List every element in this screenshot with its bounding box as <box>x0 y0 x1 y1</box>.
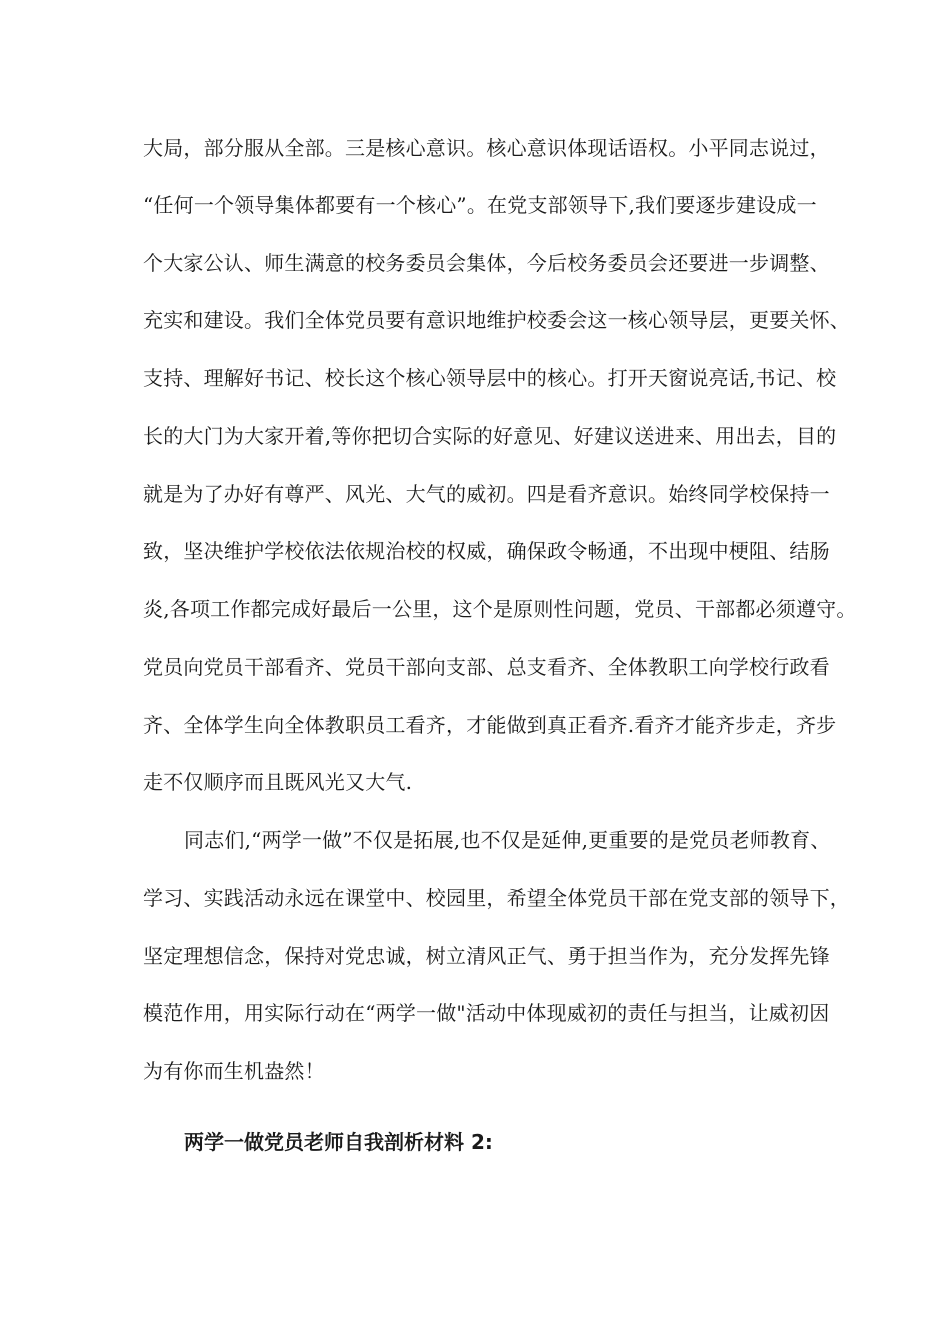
body-text-line: “任何一个领导集体都要有一个核心”。在党支部领导下,我们要逐步建设成一 <box>143 193 817 217</box>
body-text-line: 坚定理想信念，保持对党忠诚，树立清风正气、勇于担当作为，充分发挥先锋 <box>143 944 830 968</box>
body-text-line: 走不仅顺序而且既风光又大气. <box>143 770 413 794</box>
body-text-line: 模范作用，用实际行动在“两学一做"活动中体现威初的责任与担当，让威初因 <box>143 1001 830 1025</box>
body-text-line: 长的大门为大家开着,等你把切合实际的好意见、好建议送进来、用出去，目的 <box>143 424 837 448</box>
body-text-line: 支持、理解好书记、校长这个核心领导层中的核心。打开天窗说亮话,书记、校 <box>143 366 837 390</box>
body-text-line: 党员向党员干部看齐、党员干部向支部、总支看齐、全体教职工向学校行政看 <box>143 655 830 679</box>
body-text-line: 致，坚决维护学校依法依规治校的权威，确保政令畅通，不出现中梗阻、结肠 <box>143 539 830 563</box>
body-text-line: 同志们,“两学一做”不仅是拓展,也不仅是延伸,更重要的是党员老师教育、 <box>184 828 831 852</box>
body-text-line: 齐、全体学生向全体教职员工看齐，才能做到真正看齐.看齐才能齐步走，齐步 <box>143 713 837 737</box>
body-text-line: 炎,各项工作都完成好最后一公里，这个是原则性问题，党员、干部都必须遵守。 <box>143 597 857 621</box>
body-text-line: 为有你而生机盎然！ <box>143 1059 325 1083</box>
body-text-line: 个大家公认、师生满意的校务委员会集体，今后校务委员会还要进一步调整、 <box>143 251 830 275</box>
body-text-line: 大局，部分服从全部。三是核心意识。核心意识体现话语权。小平同志说过， <box>143 136 830 160</box>
section-heading: 两学一做党员老师自我剖析材料 2: <box>184 1130 493 1154</box>
body-text-line: 充实和建设。我们全体党员要有意识地维护校委会这一核心领导层，更要关怀、 <box>143 308 850 332</box>
body-text-line: 就是为了办好有尊严、风光、大气的威初。四是看齐意识。始终同学校保持一 <box>143 482 830 506</box>
body-text-line: 学习、实践活动永远在课堂中、校园里，希望全体党员干部在党支部的领导下， <box>143 886 850 910</box>
